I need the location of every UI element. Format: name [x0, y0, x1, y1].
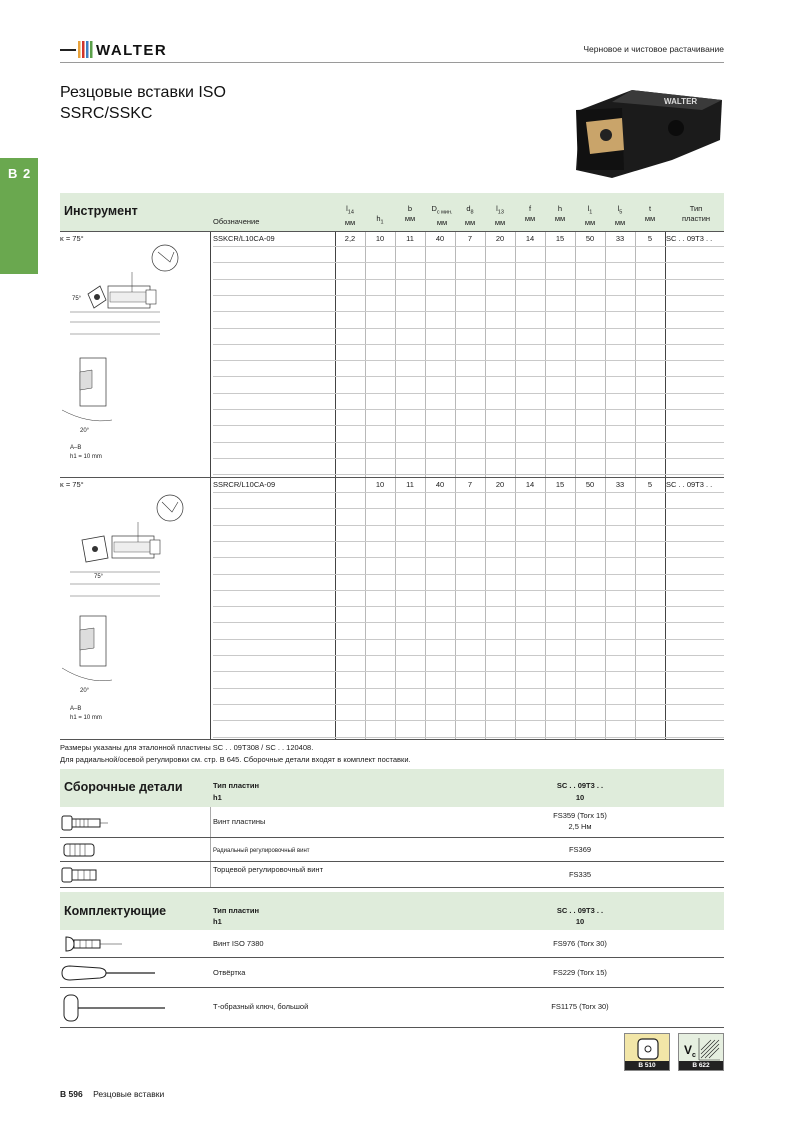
grid-hline [213, 425, 724, 426]
col-header-l14: $l_{14}$ мм [344, 204, 356, 227]
accessories-value-insert: SC . . 09T3 . . [556, 906, 604, 915]
assembly-item-torque: 2,5 Нм [568, 822, 592, 831]
chapter-tab-label: B 2 [8, 166, 32, 181]
grid-vline [605, 232, 606, 477]
grid-hline [213, 328, 724, 329]
face-adjust-screw-icon [60, 866, 110, 884]
value-b: 11 [406, 234, 414, 243]
page-title [60, 82, 226, 124]
accessory-item-name: Т-образный ключ, большой [213, 1002, 309, 1011]
title-line-1: Резцовые вставки ISO [60, 84, 226, 101]
tool-section-ssrc [60, 477, 724, 739]
grid-hline [213, 508, 724, 509]
accessory-item-value: FS976 (Torx 30) [553, 939, 607, 948]
value-l5: 33 [615, 480, 625, 489]
value-l1: 50 [585, 234, 595, 243]
accessory-row [60, 930, 724, 958]
designation-cell: SSRCR/L10CA-09 [213, 480, 276, 489]
grid-hline [213, 655, 724, 656]
grid-hline [213, 606, 724, 607]
svg-text:V: V [684, 1043, 693, 1057]
col-header-b: b мм [404, 204, 416, 223]
grid-vline [485, 478, 486, 739]
accessory-item-value: FS1175 (Torx 30) [551, 1002, 609, 1011]
grid-vline [545, 478, 546, 739]
value-dc: 40 [435, 480, 445, 489]
accessory-row [60, 988, 724, 1028]
grid-vline [365, 232, 366, 477]
assembly-row [60, 862, 724, 888]
grid-hline [213, 262, 724, 263]
value-h: 15 [555, 480, 565, 489]
value-l14: 2,2 [344, 234, 356, 243]
grid-hline [213, 574, 724, 575]
ref-cutting-data-page[interactable] [678, 1033, 724, 1071]
grid-vline [210, 478, 211, 739]
grid-vline [335, 478, 336, 739]
col-header-d8: $d_8$ мм [464, 204, 476, 227]
grid-vline [395, 232, 396, 477]
tool-table-header [60, 193, 724, 231]
page-footer [60, 1089, 164, 1099]
grid-vline [335, 232, 336, 477]
grid-vline [395, 478, 396, 739]
tool-table-bottom-border [60, 739, 724, 740]
assembly-header [60, 769, 724, 807]
diagram-section-label: A–B [70, 445, 82, 451]
grid-vline [605, 478, 606, 739]
iso-screw-icon [60, 935, 130, 953]
diagram-angle-label: 20° [80, 688, 90, 694]
diagram-lead-label: 75° [94, 574, 104, 580]
grid-vline [665, 232, 666, 477]
assembly-label-h1: h1 [213, 793, 222, 802]
grid-hline [213, 295, 724, 296]
footer-text: Резцовые вставки [93, 1089, 165, 1099]
diagram-h1-label: h1 = 10 mm [70, 715, 102, 721]
grid-vline [515, 478, 516, 739]
grid-vline [210, 232, 211, 477]
value-t: 5 [647, 480, 653, 489]
grid-vline [485, 232, 486, 477]
insert-type-cell: SC . . 09T3 . . [666, 234, 713, 243]
grid-vline [455, 232, 456, 477]
grid-vline [515, 232, 516, 477]
grid-hline [213, 360, 724, 361]
col-header-l5: $l_5$ мм [614, 204, 626, 227]
chapter-tab [0, 158, 38, 274]
accessory-row [60, 958, 724, 988]
grid-hline [213, 492, 724, 493]
assembly-value-insert: SC . . 09T3 . . [556, 781, 604, 790]
value-l1: 50 [585, 480, 595, 489]
assembly-label-insert: Тип пластин [213, 781, 259, 790]
col-header-h: h мм [554, 204, 566, 223]
grid-hline [213, 720, 724, 721]
grid-hline [213, 671, 724, 672]
value-l13: 20 [495, 234, 505, 243]
accessory-item-name: Отвёртка [213, 968, 246, 977]
value-dc: 40 [435, 234, 445, 243]
assembly-item-name: Винт пластины [213, 817, 266, 826]
tool-diagram-sskc [60, 242, 210, 464]
col-header-dc: $D_{c мин.}$ мм [431, 204, 453, 227]
assembly-item-value: FS369 [568, 845, 592, 854]
value-d8: 7 [467, 234, 473, 243]
grid-hline [213, 344, 724, 345]
ref-insert-label: B 510 [625, 1061, 669, 1070]
grid-vline [425, 232, 426, 477]
grid-hline [213, 557, 724, 558]
grid-vline [575, 478, 576, 739]
grid-hline [213, 525, 724, 526]
page-number: B 596 [60, 1089, 83, 1099]
grid-vline [635, 232, 636, 477]
grid-vline [365, 478, 366, 739]
insert-type-cell: SC . . 09T3 . . [666, 480, 713, 489]
walter-logo [60, 38, 200, 60]
grid-hline [213, 541, 724, 542]
grid-hline [213, 474, 724, 475]
grid-vline [425, 478, 426, 739]
grid-vline [455, 478, 456, 739]
accessories-title: Комплектующие [64, 904, 167, 918]
diagram-angle-label: 20° [80, 428, 90, 434]
cutting-data-icon [683, 1036, 721, 1062]
grid-hline [213, 688, 724, 689]
grid-hline [213, 376, 724, 377]
assembly-item-name: Торцевой регулировочный винт [213, 865, 324, 874]
assembly-item-name: Радиальный регулировочный винт [213, 848, 310, 854]
ref-cutting-data-label: B 622 [679, 1061, 723, 1070]
value-f: 14 [525, 234, 535, 243]
grid-hline [213, 246, 724, 247]
note-2: Для радиальной/осевой регулировки см. стр. B 645. Сборочные детали входят в комплект поставки. [60, 755, 411, 764]
value-d8: 7 [467, 480, 473, 489]
grid-vline [575, 232, 576, 477]
tool-holder-image [572, 80, 728, 182]
kappa-label: κ = 75° [60, 480, 84, 489]
diagram-lead-label: 75° [72, 296, 82, 302]
tool-diagram-ssrc [60, 488, 210, 728]
value-l13: 20 [495, 480, 505, 489]
grid-hline [213, 409, 724, 410]
accessories-label-h1: h1 [213, 917, 222, 926]
accessories-value-h1: 10 [575, 917, 585, 926]
col-header-insert-type: Тип пластин [681, 204, 711, 223]
accessory-item-value: FS229 (Torx 15) [553, 968, 607, 977]
grid-hline [213, 311, 724, 312]
value-l5: 33 [615, 234, 625, 243]
note-1: Размеры указаны для эталонной пластины SC . . 09T308 / SC . . 120408. [60, 743, 314, 752]
value-f: 14 [525, 480, 535, 489]
col-header-f: f мм [524, 204, 536, 223]
grid-hline [213, 279, 724, 280]
diagram-h1-label: h1 = 10 mm [70, 454, 102, 460]
designation-cell: SSKCR/L10CA-09 [213, 234, 275, 243]
accessories-label-insert: Тип пластин [213, 906, 259, 915]
diagram-section-label: A–B [70, 706, 82, 712]
accessory-item-name: Винт ISO 7380 [213, 939, 264, 948]
grid-vline [545, 232, 546, 477]
insert-shape-icon [635, 1037, 661, 1061]
value-h1: 10 [375, 234, 385, 243]
assembly-row [60, 807, 724, 838]
value-t: 5 [647, 234, 653, 243]
col-header-l13: $l_{13}$ мм [494, 204, 506, 227]
col-header-l1: $l_1$ мм [584, 204, 596, 227]
tool-section-sskc [60, 231, 724, 477]
logo-text: WALTER [96, 42, 168, 59]
column-divider [210, 838, 211, 861]
kappa-label: κ = 75° [60, 234, 84, 243]
header-divider [60, 62, 724, 63]
col-header-t: t мм [644, 204, 656, 223]
grid-hline [213, 458, 724, 459]
grid-hline [213, 622, 724, 623]
column-divider [210, 862, 211, 887]
accessories-header [60, 892, 724, 930]
assembly-row [60, 838, 724, 862]
col-header-h1: $h_1$ [376, 214, 384, 226]
radial-adjust-screw-icon [60, 842, 110, 858]
value-h1: 10 [375, 480, 385, 489]
t-handle-key-icon [60, 993, 170, 1023]
assembly-value-h1: 10 [575, 793, 585, 802]
assembly-title: Сборочные детали [64, 780, 183, 794]
section-title: Черновое и чистовое растачивание [583, 44, 724, 54]
assembly-item-value: FS335 [568, 870, 592, 879]
grid-hline [213, 639, 724, 640]
grid-hline [213, 442, 724, 443]
grid-hline [213, 590, 724, 591]
assembly-item-value: FS359 (Torx 15) [553, 811, 607, 820]
grid-hline [213, 393, 724, 394]
tool-table-title: Инструмент [64, 204, 138, 218]
grid-vline [665, 478, 666, 739]
svg-text:c: c [692, 1052, 696, 1059]
grid-hline [213, 704, 724, 705]
value-h: 15 [555, 234, 565, 243]
designation-header: Обозначение [213, 217, 260, 226]
title-line-2: SSRC/SSKC [60, 105, 153, 122]
table-notes [60, 742, 411, 766]
insert-screw-icon [60, 812, 110, 834]
ref-insert-page[interactable] [624, 1033, 670, 1071]
value-b: 11 [406, 480, 414, 489]
column-divider [210, 807, 211, 837]
svg-text:WALTER: WALTER [664, 97, 698, 106]
grid-vline [635, 478, 636, 739]
grid-hline [213, 737, 724, 738]
screwdriver-icon [60, 963, 160, 983]
